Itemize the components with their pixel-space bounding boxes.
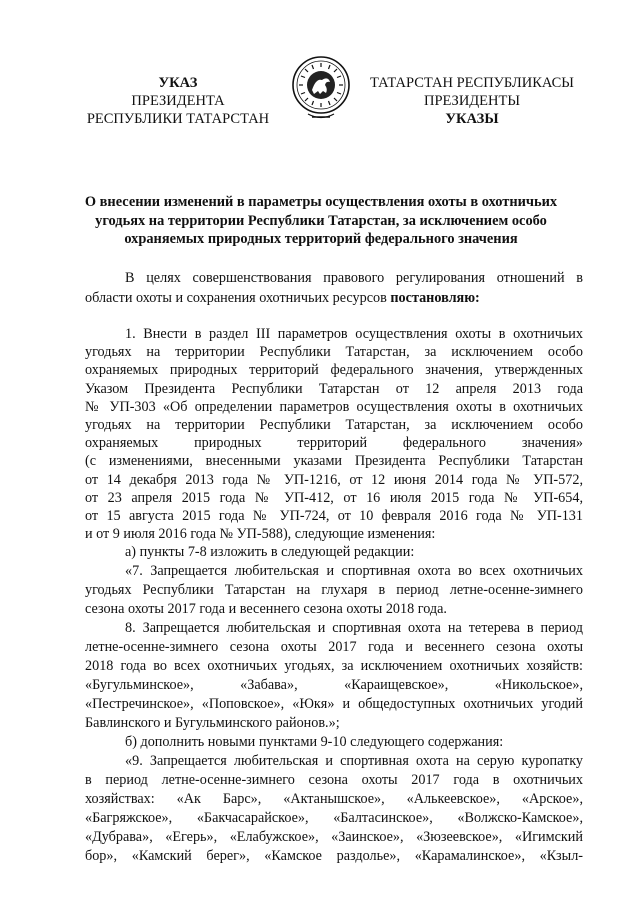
preamble-line-1: В целях совершенствования правового регулирования отношений в bbox=[125, 270, 583, 286]
preamble-line-2 bbox=[85, 288, 583, 308]
header-left bbox=[78, 74, 278, 128]
paragraph-1-line: № УП-303 «Об определении параметров осуществления охоты в охотничьих bbox=[85, 398, 583, 415]
header-right bbox=[368, 74, 576, 128]
document-body bbox=[85, 268, 583, 866]
item-7-line: сезона охоты 2017 года и весеннего сезона охоты 2018 года. bbox=[85, 601, 447, 618]
paragraph-1-line: угодьях на территории Республики Татарстан, за исключением особо bbox=[85, 417, 583, 434]
item-9-line: «Дубрава», «Егерь», «Елабужское», «Заинское», «Зюзеевское», «Игимский bbox=[85, 829, 583, 846]
paragraph-1-line: угодьях на территории Республики Татарстан, за исключением особо bbox=[85, 344, 583, 361]
header-right-line-2: ПРЕЗИДЕНТЫ bbox=[423, 93, 521, 109]
item-9-line: в период летне-осенне-зимнего сезона охоты 2017 года в охотничьих bbox=[85, 772, 583, 789]
paragraph-1-line: (с изменениями, внесенными указами Президента Республики Татарстан bbox=[85, 453, 583, 470]
header-right-line-1: ТАТАРСТАН РЕСПУБЛИКАСЫ bbox=[370, 75, 574, 91]
item-8-line: «Пестречинское», «Поповское», «Юкя» и общедоступных охотничьих угодий bbox=[85, 696, 583, 713]
coat-of-arms-icon bbox=[290, 54, 352, 124]
item-7-line: угодьях Республики Татарстан на глухаря в период летне-осенне-зимнего bbox=[85, 582, 583, 599]
item-a: а) пункты 7-8 изложить в следующей редакции: bbox=[125, 544, 415, 561]
item-7-line: «7. Запрещается любительская и спортивная охота во всех охотничьих bbox=[125, 563, 583, 580]
item-8-line: «Бугульминское», «Забава», «Караищевское», «Никольское», bbox=[85, 677, 583, 694]
item-9-line: хозяйствах: «Ак Барс», «Актанышское», «Алькеевское», «Арское», bbox=[85, 791, 583, 808]
preamble-keyword: постановляю: bbox=[390, 290, 480, 306]
header-left-line-1: УКАЗ bbox=[158, 75, 198, 91]
paragraph-1-line: охраняемых природных территорий федерального значения» bbox=[85, 435, 583, 452]
paragraph-1-line: и от 9 июля 2016 года № УП-588), следующие изменения: bbox=[85, 526, 436, 543]
paragraph-1-line: охраняемых природных территорий федерального значения, утвержденных bbox=[85, 362, 583, 379]
preamble bbox=[85, 268, 583, 308]
header-right-line-3: УКАЗЫ bbox=[445, 111, 499, 127]
preamble-text: области охоты и сохранения охотничьих ресурсов bbox=[85, 290, 387, 306]
item-9-line: «Багряжское», «Бакчасарайское», «Балтасинское», «Волжско-Камское», bbox=[85, 810, 583, 827]
item-8-line: Бавлинского и Бугульминского районов.»; bbox=[85, 715, 340, 732]
item-8-line: 8. Запрещается любительская и спортивная охота на тетерева в период bbox=[125, 620, 583, 637]
paragraph-1 bbox=[85, 325, 583, 543]
document-title: О внесении изменений в параметры осуществления охоты в охотничьих угодьях на территории Республики Татарстан, за исключением особо охраняемых природных территорий федерального значения bbox=[84, 194, 558, 247]
item-9-line: «9. Запрещается любительская и спортивная охота на серую куропатку bbox=[125, 753, 583, 770]
item-8-line: летне-осенне-зимнего сезона охоты 2017 года и весеннего сезона охоты bbox=[85, 639, 583, 656]
item-8-line: 2018 года во всех охотничьих угодьях, за исключением охотничьих хозяйств: bbox=[85, 658, 583, 675]
paragraph-1-line: 1. Внести в раздел III параметров осуществления охоты в охотничьих bbox=[125, 326, 583, 342]
item-b: б) дополнить новыми пунктами 9-10 следующего содержания: bbox=[125, 734, 504, 751]
item-9-line: бор», «Камский берег», «Камское раздолье», «Карамалинское», «Кзыл- bbox=[85, 848, 583, 865]
paragraph-1-line: от 15 августа 2015 года № УП-724, от 10 февраля 2016 года № УП-131 bbox=[85, 508, 583, 525]
header-left-line-3: РЕСПУБЛИКИ ТАТАРСТАН bbox=[86, 111, 270, 127]
paragraph-1-line: от 23 апреля 2015 года № УП-412, от 16 июля 2015 года № УП-654, bbox=[85, 489, 583, 506]
paragraph-1-line: Указом Президента Республики Татарстан от 12 апреля 2013 года bbox=[85, 380, 583, 397]
header-left-line-2: ПРЕЗИДЕНТА bbox=[131, 93, 225, 109]
paragraph-1-line: от 14 декабря 2013 года № УП-1216, от 12 июня 2014 года № УП-572, bbox=[85, 471, 583, 488]
